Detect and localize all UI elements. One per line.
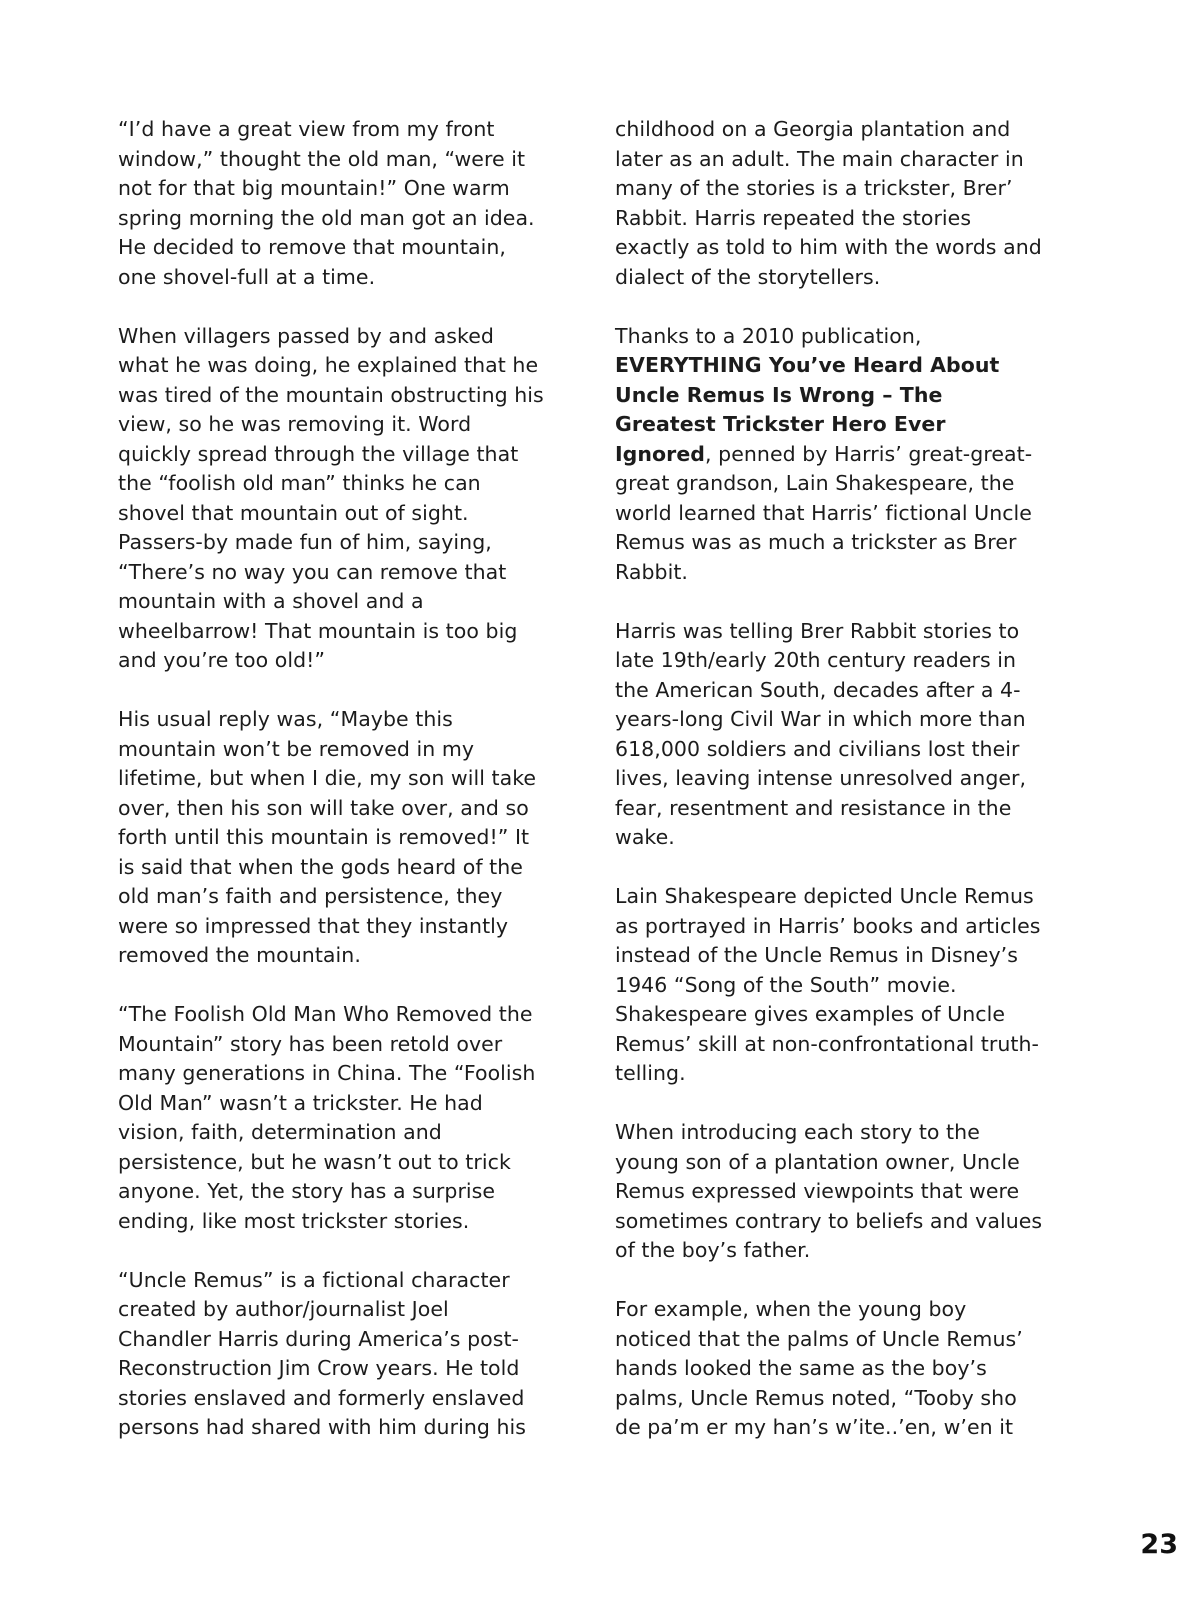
paragraph: “Uncle Remus” is a fictional character created by author/journalist Joel Chandler Harris during America’s post- Reconstruction Jim Crow years. He told stories enslaved and formerly enslaved persons had shared with him during his — [118, 1267, 527, 1439]
paragraph: When villagers passed by and asked what he was doing, he explained that he was tired of the mountain obstructing his view, so he was removing it. Word quickly spread through the village that the “foolish old man” thinks he can shovel that mountain out of sight. Passers-by made fun of him, saying, “There’s no way you can remove that mountain with a shovel and a wheelbarrow! That mountain is too big and you’re too old!” — [118, 323, 544, 672]
paragraph-publication — [615, 322, 1075, 588]
paragraph: For example, when the young boy noticed that the palms of Uncle Remus’ hands looked the same as the boy’s palms, Uncle Remus noted, “Tooby sho de pa’m er my han’s w’ite..’en, w’en it — [615, 1297, 1023, 1439]
paragraph: childhood on a Georgia plantation and later as an adult. The main character in many of the stories is a trickster, Brer’ Rabbit. Harris repeated the stories exactly as told to him with the words and dialect of the storytellers. — [615, 117, 1042, 289]
page-number: 23 — [1140, 1529, 1178, 1560]
book-title: EVERYTHING You’ve Heard About Uncle Remus Is Wrong – The Greatest Trickster Hero Ever Ignored — [615, 353, 1000, 466]
paragraph: “The Foolish Old Man Who Removed the Mountain” story has been retold over many generations in China. The “Foolish Old Man” wasn’t a trickster. He had vision, faith, determination and persistence, but he wasn’t out to trick anyone. Yet, the story has a surprise ending, like most trickster stories. — [118, 1002, 536, 1233]
paragraph: “I’d have a great view from my front window,” thought the old man, “were it not for that big mountain!” One warm spring morning the old man got an idea. He decided to remove that mountain, one shovel-full at a time. — [118, 117, 535, 289]
paragraph: His usual reply was, “Maybe this mountain won’t be removed in my lifetime, but when I die, my son will take over, then his son will take over, and so forth until this mountain is removed!” It is said that when the gods heard of the old man’s faith and persistence, they were so impressed that they instantly removed the mountain. — [118, 707, 537, 967]
publication-intro: Thanks to a 2010 publication, — [615, 323, 922, 348]
publication-rest: , penned by Harris’ great-great- great grandson, Lain Shakespeare, the world learned that Harris’ fictional Uncle Remus was as much a trickster as Brer Rabbit. — [615, 441, 1033, 584]
paragraph: When introducing each story to the young son of a plantation owner, Uncle Remus expressed viewpoints that were sometimes contrary to beliefs and values of the boy’s father. — [615, 1120, 1043, 1262]
paragraph: Lain Shakespeare depicted Uncle Remus as portrayed in Harris’ books and articles instead of the Uncle Remus in Disney’s 1946 “Song of the South” movie. Shakespeare gives examples of Uncle Remus’ skill at non-confrontational truth- telling. — [615, 884, 1041, 1085]
left-column — [118, 115, 578, 1472]
right-column — [615, 115, 1075, 1472]
paragraph: Harris was telling Brer Rabbit stories to late 19th/early 20th century readers in the American South, decades after a 4- years-long Civil War in which more than 618,000 soldiers and civilians lost their lives, leaving intense unresolved anger, fear, resentment and resistance in the wake. — [615, 618, 1027, 849]
